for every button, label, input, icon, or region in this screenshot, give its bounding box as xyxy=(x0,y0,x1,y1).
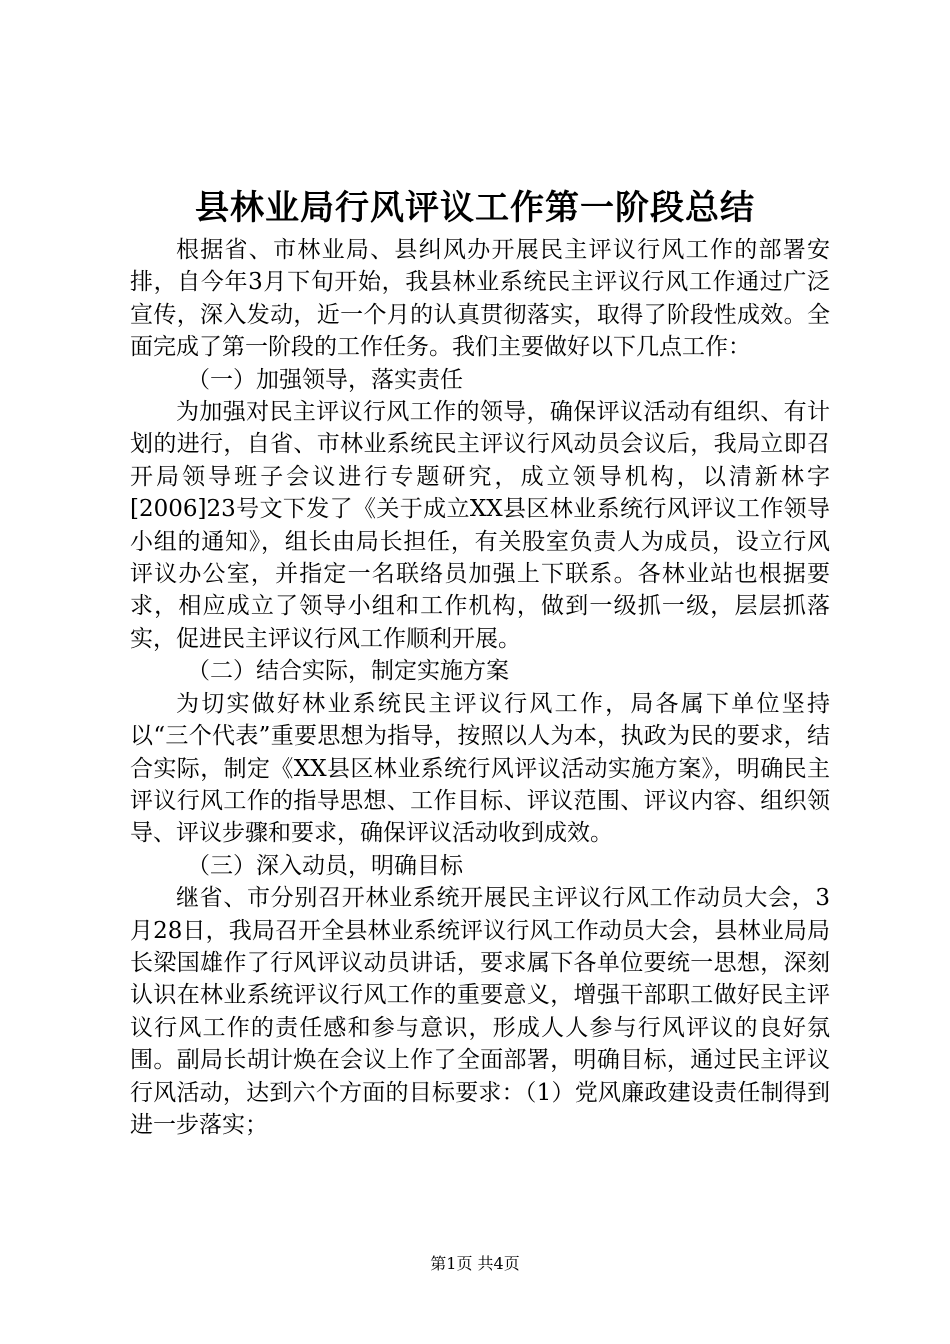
section-heading-3: （三）深入动员，明确目标 xyxy=(187,852,463,879)
page-number-footer: 第1页 共4页 xyxy=(430,1254,520,1273)
document-title: 县林业局行风评议工作第一阶段总结 xyxy=(195,188,755,228)
section-heading-2: （二）结合实际，制定实施方案 xyxy=(187,658,509,685)
document-body xyxy=(130,234,830,1141)
body-paragraph-section-2: 为切实做好林业系统民主评议行风工作，局各属下单位坚持以“三个代表”重要思想为指导，按照以人为本，执政为民的要求，结合实际，制定《XX县区林业系统行风评议活动实施方案》，明确民主评议行风工作的指导思想、工作目标、评议范围、评议内容、组织领导、评议步骤和要求，确保评议活动收到成效。 xyxy=(130,690,830,847)
body-paragraph-intro: 根据省、市林业局、县纠风办开展民主评议行风工作的部署安排，自今年3月下旬开始，我县林业系统民主评议行风工作通过广泛宣传，深入发动，近一个月的认真贯彻落实，取得了阶段性成效。全面完成了第一阶段的工作任务。我们主要做好以下几点工作： xyxy=(130,237,830,361)
body-paragraph-section-3: 继省、市分别召开林业系统开展民主评议行风工作动员大会，3月28日，我局召开全县林业系统评议行风工作动员大会，县林业局局长梁国雄作了行风评议动员讲话，要求属下各单位要统一思想，深刻认识在林业系统评议行风工作的重要意义，增强干部职工做好民主评议行风工作的责任感和参与意识，形成人人参与行风评议的良好氛围。副局长胡计焕在会议上作了全面部署，明确目标，通过民主评议行风活动，达到六个方面的目标要求：（1）党风廉政建设责任制得到进一步落实； xyxy=(130,885,830,1138)
section-heading-1: （一）加强领导，落实责任 xyxy=(187,366,463,393)
body-paragraph-section-1: 为加强对民主评议行风工作的领导，确保评议活动有组织、有计划的进行，自省、市林业系统民主评议行风动员会议后，我局立即召开局领导班子会议进行专题研究，成立领导机构，以清新林字[2006]23号文下发了《关于成立XX县区林业系统行风评议工作领导小组的通知》，组长由局长担任，有关股室负责人为成员，设立行风评议办公室，并指定一名联络员加强上下联系。各林业站也根据要求，相应成立了领导小组和工作机构，做到一级抓一级，层层抓落实，促进民主评议行风工作顺利开展。 xyxy=(130,399,830,652)
